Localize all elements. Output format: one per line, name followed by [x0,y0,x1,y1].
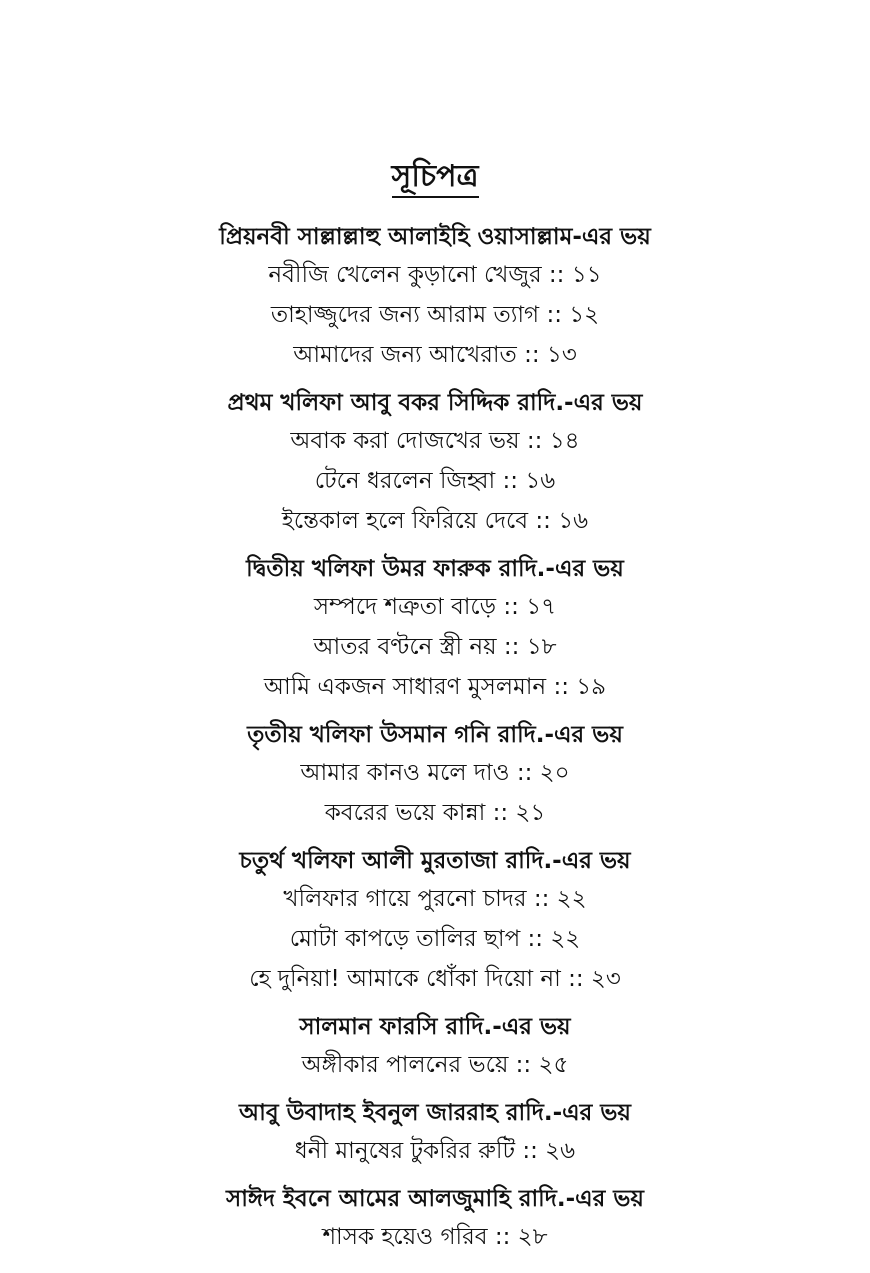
section-heading: প্রিয়নবী সাল্লাল্লাহু আলাইহি ওয়াসাল্লাম-এর ভয় [219,224,651,250]
section-heading: চতুর্থ খলিফা আলী মুরতাজা রাদি.-এর ভয় [239,848,631,874]
toc-entry: মোটা কাপড়ে তালির ছাপ :: ২২ [289,926,581,952]
section-heading: সালমান ফারসি রাদি.-এর ভয় [299,1014,571,1040]
toc-entry: অবাক করা দোজখের ভয় :: ১৪ [290,428,580,454]
section-heading: সাঈদ ইবনে আমের আলজুমাহি রাদি.-এর ভয় [226,1186,644,1212]
toc-section [0,844,870,999]
toc-entry: ইন্তেকাল হলে ফিরিয়ে দেবে :: ১৬ [281,508,589,534]
toc-section [0,552,870,707]
page-title-wrap [0,152,870,203]
toc-section [0,718,870,833]
toc-entry: নবীজি খেলেন কুড়ানো খেজুর :: ১১ [268,262,602,288]
toc-entry: ধনী মানুষের টুকরির রুটি :: ২৬ [294,1138,576,1164]
toc-entry: আতর বণ্টনে স্ত্রী নয় :: ১৮ [313,634,557,660]
toc-section [0,1010,870,1085]
toc-entry: সম্পদে শত্রুতা বাড়ে :: ১৭ [313,594,557,620]
table-of-contents [0,220,870,1268]
toc-entry: আমি একজন সাধারণ মুসলমান :: ১৯ [263,674,607,700]
toc-entry: খলিফার গায়ে পুরনো চাদর :: ২২ [283,886,587,912]
toc-entry: টেনে ধরলেন জিহ্বা :: ১৬ [314,468,556,494]
toc-section [0,386,870,541]
section-heading: প্রথম খলিফা আবু বকর সিদ্দিক রাদি.-এর ভয় [227,390,643,416]
toc-entry: অঙ্গীকার পালনের ভয়ে :: ২৫ [301,1052,569,1078]
toc-entry: আমার কানও মলে দাও :: ২০ [300,760,570,786]
toc-entry: কবরের ভয়ে কান্না :: ২১ [324,800,546,826]
page-title: সূচিপত্র [392,159,479,198]
toc-entry: শাসক হয়েও গরিব :: ২৮ [322,1224,548,1250]
toc-entry: আমাদের জন্য আখেরাত :: ১৩ [293,342,577,368]
section-heading: দ্বিতীয় খলিফা উমর ফারুক রাদি.-এর ভয় [246,556,624,582]
toc-section [0,1182,870,1257]
toc-entry: হে দুনিয়া! আমাকে ধোঁকা দিয়ো না :: ২৩ [249,966,621,992]
toc-section [0,220,870,375]
toc-section [0,1096,870,1171]
section-heading: তৃতীয় খলিফা উসমান গনি রাদি.-এর ভয় [247,722,623,748]
toc-entry: তাহাজ্জুদের জন্য আরাম ত্যাগ :: ১২ [270,302,600,328]
section-heading: আবু উবাদাহ ইবনুল জাররাহ রাদি.-এর ভয় [239,1100,631,1126]
